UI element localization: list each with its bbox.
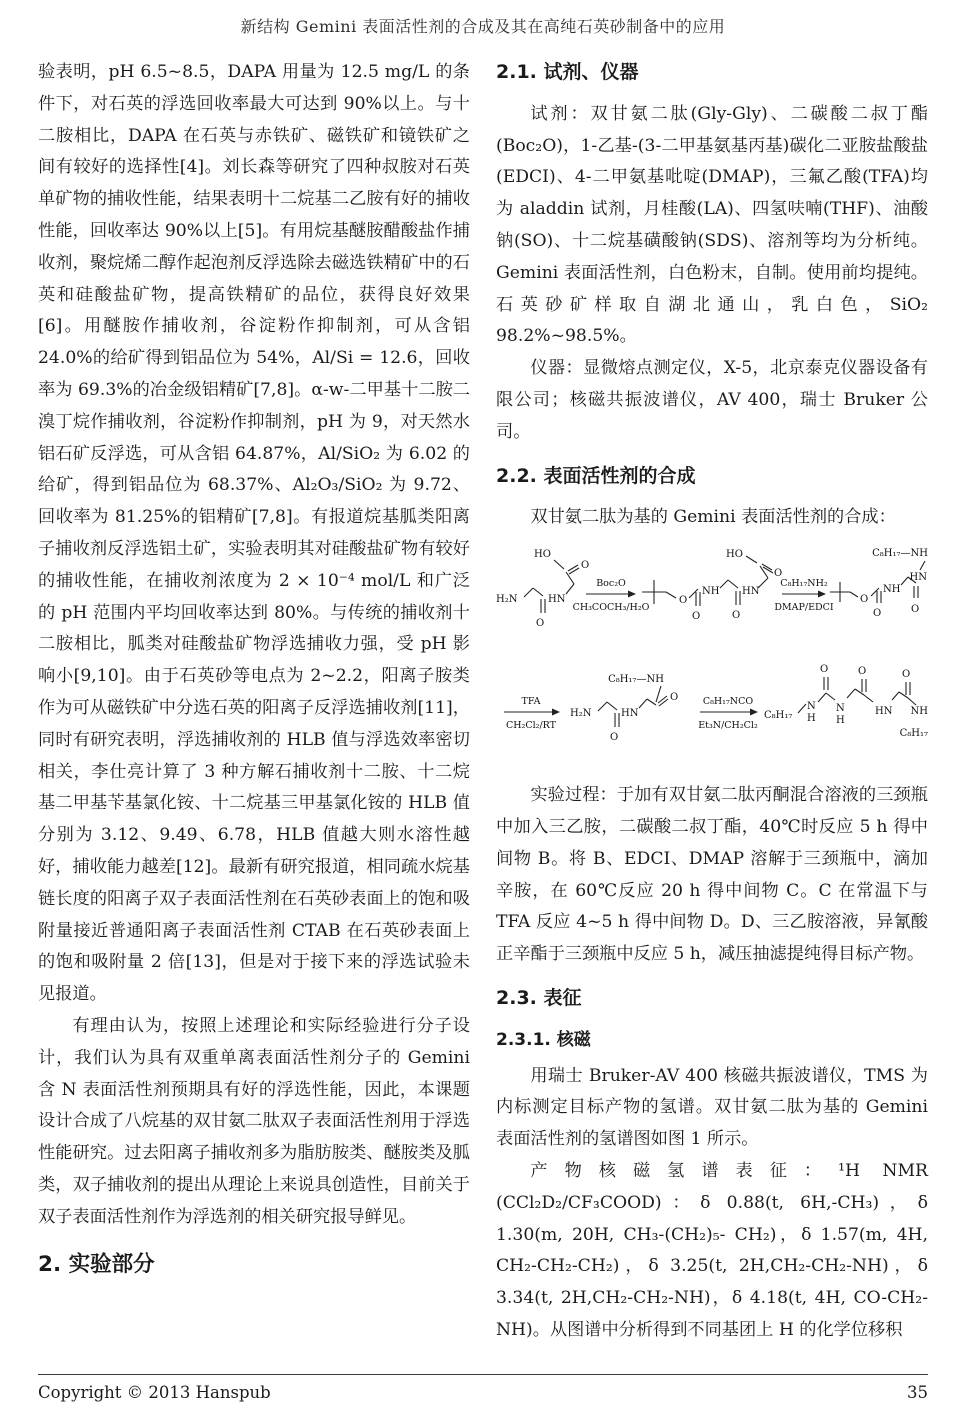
reaction-scheme-svg xyxy=(496,542,928,774)
body-paragraph: 实验过程：于加有双甘氨二肽丙酮混合溶液的三颈瓶中加入三乙胺，二碳酸二叔丁酯，40℃时反应 5 h 得中间物 B。将 B、EDCI、DMAP 溶解于三颈瓶中，滴加辛胺，在 60℃反应 20 h 得中间物 C。C 在常温下与 TFA 反应 4~5 h 得中间物 D。D、三乙胺溶液，异氰酸正辛酯于三颈瓶中反应 5 h，减压抽滤提纯得目标产物。 xyxy=(496,785,928,965)
body-paragraph: 仪器：显微熔点测定仪，X-5，北京泰克仪器设备有限公司；核磁共振波谱仪，AV 400，瑞士 Bruker 公司。 xyxy=(496,358,928,442)
section-heading-characterization: 2.3. 表征 xyxy=(496,986,582,1009)
scheme-label: HO xyxy=(726,549,743,561)
scheme-label: H₂N xyxy=(570,708,592,720)
scheme-label: HO xyxy=(534,549,551,561)
scheme-label: O xyxy=(679,595,688,607)
right-column xyxy=(496,57,928,1347)
left-column xyxy=(38,57,470,1347)
reagent-label: TFA xyxy=(521,696,541,708)
scheme-label: NH xyxy=(702,586,720,598)
scheme-label: C₈H₁₇ xyxy=(899,728,928,740)
page-footer xyxy=(38,1374,928,1408)
scheme-label: H₂N xyxy=(496,594,518,606)
body-paragraph: 用瑞士 Bruker-AV 400 核磁共振波谱仪，TMS 为内标测定目标产物的氢谱。双甘氨二肽为基的 Gemini 表面活性剂的氢谱图如图 1 所示。 xyxy=(496,1065,928,1150)
scheme-label: O xyxy=(536,618,545,630)
scheme-label: O xyxy=(732,610,741,622)
scheme-label: HN xyxy=(548,594,566,606)
scheme-label: O xyxy=(858,666,867,678)
scheme-label: N xyxy=(836,703,845,715)
reagent-label: Et₃N/CH₂Cl₂ xyxy=(698,720,758,732)
scheme-label: N xyxy=(807,701,816,713)
scheme-label: O xyxy=(774,568,783,580)
scheme-label: H xyxy=(807,713,816,725)
scheme-label: O xyxy=(692,611,701,623)
scheme-label: NH xyxy=(910,706,928,718)
scheme-label: H xyxy=(836,715,845,727)
scheme-label: O xyxy=(911,604,920,616)
scheme-label: HN xyxy=(621,708,639,720)
scheme-label: C₈H₁₇—NH xyxy=(608,674,664,686)
paper-title: 新结构 Gemini 表面活性剂的合成及其在高纯石英砂制备中的应用 xyxy=(240,17,726,36)
body-paragraph: 验表明，pH 6.5~8.5，DAPA 用量为 12.5 mg/L 的条件下，对石英的浮选回收率最大可达到 90%以上。与十二胺相比，DAPA 在石英与赤铁矿、磁铁矿和镜铁矿之间有较好的选择性[4]。刘长森等研究了四种叔胺对石英单矿物的捕收性能，结果表明十二烷基二乙胺有好的捕收性能，回收率达 90%以上[5]。有用烷基醚胺醋酸盐作捕收剂，聚烷烯二醇作起泡剂反浮选除去磁选铁精矿中的石英和硅酸盐矿物，提高铁精矿的品位，获得良好效果[6]。用醚胺作捕收剂，谷淀粉作抑制剂，可从含铝 24.0%的给矿得到铝品位为 54%，Al/Si = 12.6，回收率为 69.3%的冶金级铝精矿[7,8]。α-w-二甲基十二胺二溴丁烷作捕收剂，谷淀粉作抑制剂，pH 为 9，对天然水铝石矿反浮选，可从含铝 64.87%，Al/SiO₂ 为 6.02 的给矿，得到铝品位为 68.37%、Al₂O₃/SiO₂ 为 9.72、回收率为 81.25%的铝精矿[7,8]。有报道烷基胍类阳离子捕收剂反浮选铝土矿，实验表明其对硅酸盐矿物有较好的捕收性能，在捕收剂浓度为 2 × 10⁻⁴ mol/L 和广泛的 pH 范围内平均回收率达到 80%。与传统的捕收剂十二胺相比，胍类对硅酸盐矿物浮选捕收力强，受 pH 影响小[9,10]。由于石英砂等电点为 2~2.2，阳离子胺类作为可从磁铁矿中分选石英的阳离子反浮选捕收剂[11]，同时有研究表明，浮选捕收剂的 HLB 值与浮选效率密切相关，李仕亮计算了 3 种方解石捕收剂十二胺、十二烷基二甲基苄基氯化铵、十二烷基三甲基氯化铵的 HLB 值分别为 3.12、9.49、6.78，HLB 值越大则水溶性越好，捕收能力越差[12]。最新有研究报道，相同疏水烷基链长度的阳离子双子表面活性剂在石英砂表面上的饱和吸附量接近普通阳离子表面活性剂 CTAB 在石英砂表面上的饱和吸附量 2 倍[13]，但是对于接下来的浮选试验未见报道。 xyxy=(38,62,470,1005)
scheme-label: NH xyxy=(883,584,901,596)
reagent-label: DMAP/EDCI xyxy=(774,602,834,614)
section-heading-synthesis: 2.2. 表面活性剂的合成 xyxy=(496,464,696,487)
reaction-scheme-figure xyxy=(496,542,928,774)
body-paragraph: 产物核磁氢谱表征：¹H NMR (CCl₂D₂/CF₃COOD)：δ 0.88(t, 6H,-CH₃)，δ 1.30(m, 20H, CH₃-(CH₂)₅- CH₂)，δ 1.57(m, 4H, CH₂-CH₂-CH₂)，δ 3.25(t, 2H,CH₂-CH₂-NH)，δ 3.34(t, 2H,CH₂-CH₂-NH)，δ 4.18(t, 4H, CO-CH₂-NH)。从图谱中分析得到不同基团上 H 的化学位移积 xyxy=(496,1160,928,1340)
subsection-heading-nmr: 2.3.1. 核磁 xyxy=(496,1029,591,1050)
reagent-label: Boc₂O xyxy=(596,578,626,590)
scheme-label: O xyxy=(873,608,882,620)
scheme-label: O xyxy=(820,664,829,676)
two-column-body xyxy=(38,57,928,1347)
reagent-label: C₈H₁₇NCO xyxy=(702,696,754,708)
page-number: 35 xyxy=(907,1383,928,1402)
reagent-label: CH₃COCH₃/H₂O xyxy=(572,602,650,614)
scheme-label: C₈H₁₇ xyxy=(764,710,793,722)
scheme-label: HN xyxy=(909,572,927,584)
reagent-label: CH₂Cl₂/RT xyxy=(505,720,557,732)
scheme-label: O xyxy=(670,692,679,704)
scheme-label: O xyxy=(610,732,619,744)
copyright-text: Copyright © 2013 Hanspub xyxy=(38,1383,271,1402)
body-paragraph: 试剂：双甘氨二肽(Gly-Gly)、二碳酸二叔丁酯(Boc₂O)，1-乙基-(3-二甲基氨基丙基)碳化二亚胺盐酸盐(EDCI)、4-二甲氨基吡啶(DMAP)，三氟乙酸(TFA)均为 aladdin 试剂，月桂酸(LA)、四氢呋喃(THF)、油酸钠(SO)、十二烷基磺酸钠(SDS)、溶剂等均为分析纯。Gemini 表面活性剂，白色粉末，自制。使用前均提纯。石英砂矿样取自湖北通山，乳白色，SiO₂ 98.2%~98.5%。 xyxy=(496,103,928,347)
scheme-label: O xyxy=(902,669,911,681)
section-heading-reagents: 2.1. 试剂、仪器 xyxy=(496,61,639,83)
section-heading-experiment: 2. 实验部分 xyxy=(38,1252,155,1278)
scheme-label: HN xyxy=(875,706,893,718)
scheme-label: HN xyxy=(742,586,760,598)
scheme-label: C₈H₁₇—NH xyxy=(872,548,928,560)
body-paragraph: 有理由认为，按照上述理论和实际经验进行分子设计，我们认为具有双重单离表面活性剂分子的 Gemini 含 N 表面活性剂预期具有好的浮选性能，因此，本课题设计合成了八烷基的双甘氨二肽双子表面活性剂用于浮选性能研究。过去阳离子捕收剂多为脂肪胺类、醚胺类及胍类，双子捕收剂的提出从理论上来说具创造性，目前关于双子表面活性剂作为浮选剂的相关研究报导鲜见。 xyxy=(38,1015,470,1227)
scheme-label: O xyxy=(581,560,590,572)
body-paragraph: 双甘氨二肽为基的 Gemini 表面活性剂的合成： xyxy=(530,507,896,528)
scheme-label: O xyxy=(860,594,869,606)
reagent-label: C₈H₁₇NH₂ xyxy=(780,578,828,590)
